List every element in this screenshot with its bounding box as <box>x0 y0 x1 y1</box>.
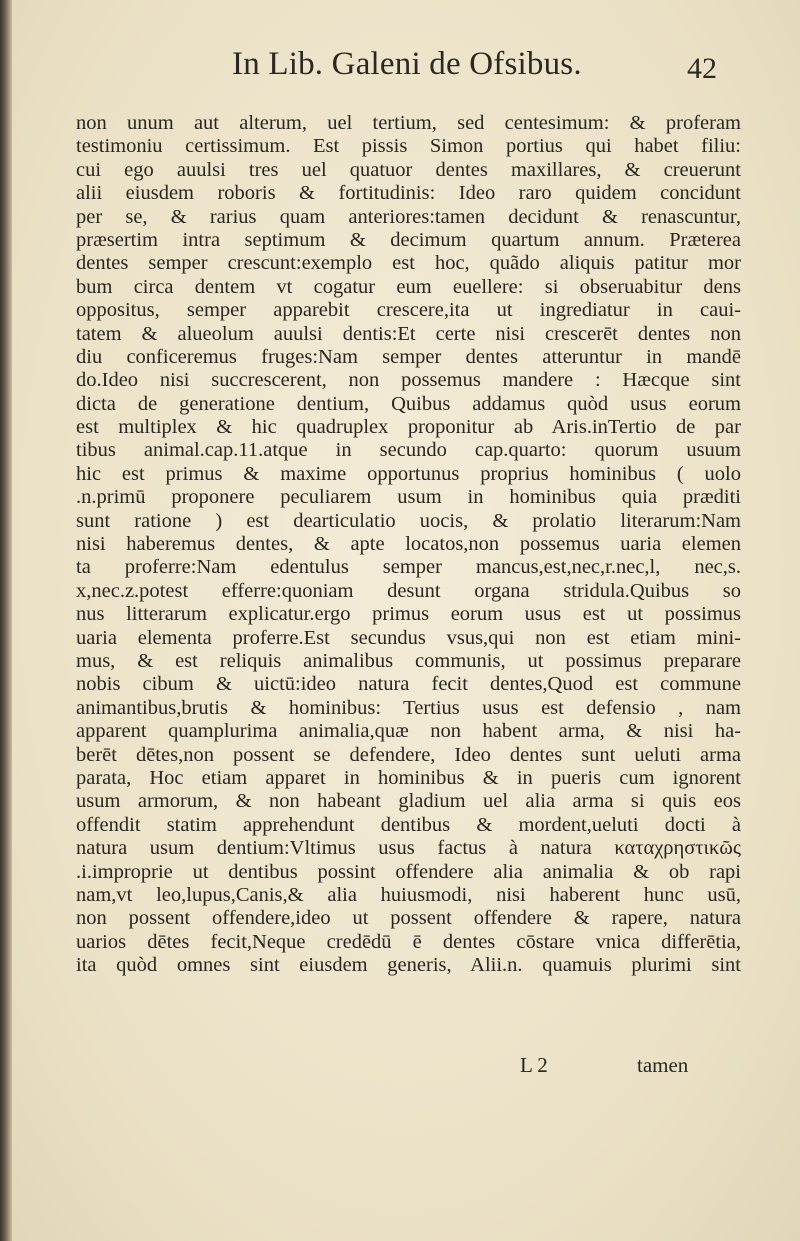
running-title: In Lib. Galeni de Ofsibus. <box>232 46 582 82</box>
text-line: berēt dētes,non possent se defendere, Ideo dentes sunt ueluti arma <box>76 743 741 766</box>
text-line: uarios dētes fecit,Neque credēdū ē dentes cōstare vnica differētia, <box>76 930 741 953</box>
text-line: .i.improprie ut dentibus possint offendere alia animalia & ob rapi <box>76 860 741 883</box>
text-line: uaria elementa proferre.Est secundus vsus,qui non est etiam mini- <box>76 626 741 649</box>
text-line: nobis cibum & uictū:ideo natura fecit dentes,Quod est commune <box>76 673 741 696</box>
page-footer <box>520 1053 740 1079</box>
text-line: alii eiusdem roboris & fortitudinis: Ideo raro quidem concidunt <box>76 182 741 205</box>
text-line: hic est primus & maxime opportunus proprius hominibus ( uolo <box>76 462 741 485</box>
text-line: dentes semper crescunt:exemplo est hoc, quãdo aliquis patitur mor <box>76 252 741 275</box>
text-line: parata, Hoc etiam apparet in hominibus & in pueris cum ignorent <box>76 766 741 789</box>
text-line: ita quòd omnes sint eiusdem generis, Alii.n. quamuis plurimi sint <box>76 954 741 977</box>
text-line: offendit statim apprehendunt dentibus & mordent,ueluti docti à <box>76 813 741 836</box>
text-line: præsertim intra septimum & decimum quartum annum. Præterea <box>76 228 741 251</box>
text-line: mus, & est reliquis animalibus communis, ut possimus preparare <box>76 649 741 672</box>
text-line: cui ego auulsi tres uel quatuor dentes maxillares, & creuerunt <box>76 158 741 181</box>
text-line: nisi haberemus dentes, & apte locatos,non possemus uaria elemen <box>76 533 741 556</box>
text-line: est multiplex & hic quadruplex proponitur ab Aris.inTertio de par <box>76 416 741 439</box>
text-line: bum circa dentem vt cogatur eum euellere: si obseruabitur dens <box>76 275 741 298</box>
text-line: non unum aut alterum, uel tertium, sed centesimum: & proferam <box>76 112 741 134</box>
page-header <box>0 40 800 100</box>
text-line: natura usum dentium:Vltimus usus factus à natura καταχρηστικῶς <box>76 837 741 860</box>
text-line: tatem & alueolum auulsi dentis:Et certe nisi crescerēt dentes non <box>76 322 741 345</box>
text-line: oppositus, semper apparebit crescere,ita ut ingrediatur in caui- <box>76 299 741 322</box>
folio-number: 42 <box>687 52 717 85</box>
text-line: animantibus,brutis & hominibus: Tertius usus est defensio , nam <box>76 696 741 719</box>
text-line: dicta de generatione dentium, Quibus addamus quòd usus eorum <box>76 392 741 415</box>
catchword: tamen <box>637 1053 689 1077</box>
text-line: usum armorum, & non habeant gladium uel alia arma si quis eos <box>76 790 741 813</box>
signature-mark: L 2 <box>520 1053 548 1077</box>
text-line: tibus animal.cap.11.atque in secundo cap.quarto: quorum usuum <box>76 439 741 462</box>
text-line: nus litterarum explicatur.ergo primus eorum usus est ut possimus <box>76 603 741 626</box>
body-text <box>76 112 741 977</box>
page-binding-edge <box>0 0 12 1241</box>
text-line: .n.primū proponere peculiarem usum in hominibus quia præditi <box>76 486 741 509</box>
text-line: apparent quamplurima animalia,quæ non habent arma, & nisi ha- <box>76 720 741 743</box>
text-line: per se, & rarius quam anteriores:tamen decidunt & renascuntur, <box>76 205 741 228</box>
text-line: sunt ratione ) est dearticulatio uocis, & prolatio literarum:Nam <box>76 509 741 532</box>
text-line: diu conficeremus fruges:Nam semper dentes atteruntur in mandē <box>76 345 741 368</box>
text-line: do.Ideo nisi succrescerent, non possemus mandere : Hæcque sint <box>76 369 741 392</box>
text-line: ta proferre:Nam edentulus semper mancus,est,nec,r.nec,l, nec,s. <box>76 556 741 579</box>
text-line: x,nec.z.potest efferre:quoniam desunt organa stridula.Quibus so <box>76 579 741 602</box>
text-line: testimoniu certissimum. Est pissis Simon portius qui habet filiu: <box>76 135 741 158</box>
text-line: nam,vt leo,lupus,Canis,& alia huiusmodi, nisi haberent hunc usū, <box>76 883 741 906</box>
text-line: non possent offendere,ideo ut possent offendere & rapere, natura <box>76 907 741 930</box>
